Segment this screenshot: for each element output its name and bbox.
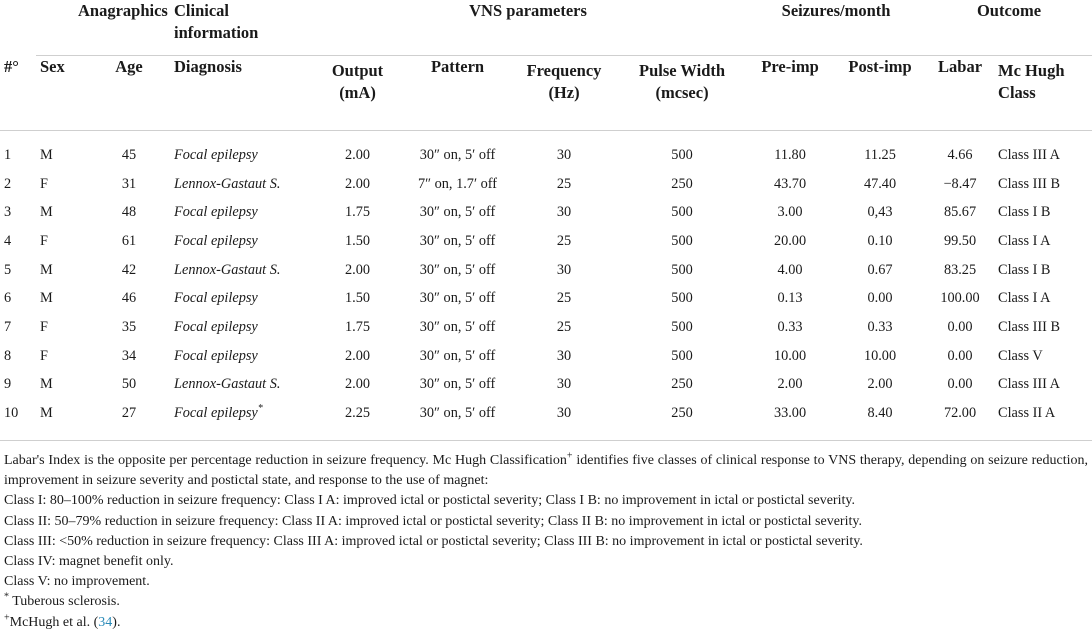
cell-output: 2.00 [345,261,371,278]
cell-output: 2.00 [345,376,371,393]
cell-pre-imp: 3.00 [777,204,803,221]
cell-num: 3 [4,204,12,221]
cell-labar: 0.00 [947,376,973,393]
cell-frequency: 25 [556,232,572,249]
col-header-pattern: Pattern [430,57,485,76]
cell-pulse-width: 500 [671,290,693,307]
cell-pulse-width: 500 [671,347,693,364]
cell-sex: M [40,405,53,422]
cell-output: 2.00 [345,347,371,364]
cell-num: 4 [4,232,12,249]
cell-pulse-width: 250 [671,376,693,393]
cell-labar: 0.00 [947,318,973,335]
cell-output: 1.75 [345,318,371,335]
cell-pulse-width: 500 [671,232,693,249]
diagnosis-footnote-mark: * [257,403,263,415]
table-row [0,342,1092,371]
cell-num: 1 [4,146,12,163]
table-row [0,313,1092,342]
cell-age: 61 [121,232,137,249]
cell-mchugh: Class III A [998,146,1060,163]
cell-num: 2 [4,175,12,192]
col-header-mchugh: Mc Hugh Class [998,61,1065,102]
cell-num: 9 [4,376,12,393]
cell-sex: M [40,376,53,393]
cell-post-imp: 0.67 [867,261,893,278]
cell-pulse-width: 250 [671,175,693,192]
cell-sex: M [40,146,53,163]
group-anagraphics: Anagraphics [36,0,170,56]
cell-mchugh: Class III B [998,318,1060,335]
cell-mchugh: Class I B [998,261,1051,278]
cell-sex: M [40,261,53,278]
cell-sex: F [40,318,48,335]
reference-link[interactable]: 34 [98,614,113,630]
cell-post-imp: 0.10 [867,232,893,249]
cell-labar: 85.67 [943,204,977,221]
table-row [0,256,1092,285]
group-vns-parameters: VNS parameters [310,0,746,56]
cell-frequency: 30 [556,376,572,393]
cell-frequency: 25 [556,318,572,335]
cell-pattern: 30″ on, 5′ off [419,146,496,163]
cell-diagnosis: Lennox-Gastaut S. [174,376,281,393]
cell-mchugh: Class I A [998,232,1051,249]
cell-frequency: 30 [556,347,572,364]
cell-frequency: 30 [556,146,572,163]
col-header-pulse-width: Pulse Width (mcsec) [639,61,726,102]
col-header-diagnosis: Diagnosis [174,57,242,76]
group-header-row [0,0,1092,56]
cell-sex: F [40,175,48,192]
cell-pattern: 30″ on, 5′ off [419,376,496,393]
footnote-intro: Labar's Index is the opposite per percentage reduction in seizure frequency. Mc Hugh Classification+ identifies five classes of clinical response to VNS therapy, depending on seizure reduction, improvement in seizure severity and postictal state, and response to the use of magnet: [4,450,1088,489]
cell-age: 35 [121,318,137,335]
cell-pre-imp: 0.33 [777,318,803,335]
cell-post-imp: 0.33 [867,318,893,335]
cell-age: 45 [121,146,137,163]
cell-sex: M [40,204,53,221]
cell-frequency: 30 [556,405,572,422]
cell-pattern: 30″ on, 5′ off [419,261,496,278]
cell-diagnosis: Focal epilepsy [174,204,258,221]
cell-age: 46 [121,290,137,307]
cell-age: 42 [121,261,137,278]
cell-output: 1.75 [345,204,371,221]
column-header-row [0,56,1092,131]
cell-diagnosis: Lennox-Gastaut S. [174,175,281,192]
cell-output: 1.50 [345,232,371,249]
cell-sex: M [40,290,53,307]
cell-output: 2.00 [345,146,371,163]
cell-age: 34 [121,347,137,364]
cell-diagnosis: Focal epilepsy [174,232,258,249]
cell-diagnosis: Focal epilepsy [174,290,258,307]
cell-mchugh: Class II A [998,405,1056,422]
cell-diagnosis: Focal epilepsy [174,146,258,163]
cell-pulse-width: 500 [671,204,693,221]
cell-pattern: 30″ on, 5′ off [419,405,496,422]
cell-frequency: 30 [556,261,572,278]
col-header-labar: Labar [938,57,983,76]
cell-pulse-width: 500 [671,146,693,163]
cell-diagnosis: Lennox-Gastaut S. [174,261,281,278]
table-row [0,170,1092,199]
col-header-sex: Sex [40,57,65,76]
cell-pre-imp: 43.70 [773,175,807,192]
col-header-pre-imp: Pre-imp [761,57,819,76]
cell-num: 8 [4,347,12,364]
cell-sex: F [40,232,48,249]
cell-pulse-width: 250 [671,405,693,422]
cell-labar: 99.50 [943,232,977,249]
col-header-output: Output (mA) [331,61,384,102]
cell-diagnosis: Focal epilepsy [174,347,258,364]
col-header-age: Age [115,57,143,76]
footnote-class-5: Class V: no improvement. [4,574,150,590]
table-row [0,371,1092,400]
group-outcome: Outcome [926,0,1092,56]
cell-post-imp: 2.00 [867,376,893,393]
cell-frequency: 25 [556,175,572,192]
footnote-class-1: Class I: 80–100% reduction in seizure frequency: Class I A: improved ictal or postictal severity; Class I B: no improvement in ictal or postictal severity. [4,493,855,509]
cell-diagnosis: Focal epilepsy [174,318,258,335]
cell-output: 1.50 [345,290,371,307]
cell-labar: 100.00 [940,290,980,307]
footnote-class-4: Class IV: magnet benefit only. [4,554,174,570]
cell-post-imp: 10.00 [863,347,897,364]
cell-pre-imp: 2.00 [777,376,803,393]
table-row [0,131,1092,170]
table-footnotes [0,440,1092,633]
table-row [0,198,1092,227]
cell-age: 48 [121,204,137,221]
footnote-reference: +McHugh et al. (34). [4,611,121,630]
cell-pattern: 7″ on, 1.7′ off [417,175,498,192]
cell-pattern: 30″ on, 5′ off [419,347,496,364]
footnote-tuberous-sclerosis: * Tuberous sclerosis. [4,591,120,610]
cell-num: 7 [4,318,12,335]
cell-num: 5 [4,261,12,278]
cell-pre-imp: 10.00 [773,347,807,364]
cell-diagnosis: Focal epilepsy* [174,403,263,422]
cell-pre-imp: 11.80 [774,146,806,163]
cell-pulse-width: 500 [671,261,693,278]
cell-labar: 4.66 [947,146,973,163]
cell-pattern: 30″ on, 5′ off [419,318,496,335]
cell-post-imp: 8.40 [867,405,893,422]
cell-frequency: 25 [556,290,572,307]
cell-post-imp: 0.00 [867,290,893,307]
cell-pre-imp: 0.13 [777,290,803,307]
col-header-post-imp: Post-imp [848,57,912,76]
cell-pattern: 30″ on, 5′ off [419,204,496,221]
cell-pre-imp: 4.00 [777,261,803,278]
table-row [0,284,1092,313]
table-row [0,399,1092,428]
group-clinical: Clinical information [170,0,310,56]
cell-labar: −8.47 [943,175,977,192]
cell-labar: 72.00 [943,405,977,422]
cell-labar: 0.00 [947,347,973,364]
col-header-frequency: Frequency (Hz) [526,61,602,102]
cell-num: 6 [4,290,12,307]
cell-age: 31 [121,175,137,192]
footnote-class-2: Class II: 50–79% reduction in seizure frequency: Class II A: improved ictal or postictal severity; Class II B: no improvement in ictal or postictal severity. [4,513,862,529]
cell-labar: 83.25 [943,261,977,278]
cell-post-imp: 47.40 [863,175,897,192]
cell-age: 50 [121,376,137,393]
cell-frequency: 30 [556,204,572,221]
cell-age: 27 [121,405,137,422]
cell-post-imp: 11.25 [864,146,896,163]
table-row [0,227,1092,256]
cell-sex: F [40,347,48,364]
footnote-class-3: Class III: <50% reduction in seizure frequency: Class III A: improved ictal or postictal severity; Class III B: no improvement in ictal or postictal severity. [4,533,863,549]
cell-mchugh: Class I B [998,204,1051,221]
col-header-num: #° [4,56,19,76]
cell-pre-imp: 20.00 [773,232,807,249]
cell-post-imp: 0,43 [867,204,893,221]
cell-pattern: 30″ on, 5′ off [419,290,496,307]
cell-num: 10 [4,405,19,422]
cell-mchugh: Class III A [998,376,1060,393]
cell-mchugh: Class III B [998,175,1060,192]
cell-mchugh: Class I A [998,290,1051,307]
cell-pattern: 30″ on, 5′ off [419,232,496,249]
cell-output: 2.25 [345,405,371,422]
group-seizures: Seizures/month [746,0,926,56]
cell-pre-imp: 33.00 [773,405,807,422]
cell-mchugh: Class V [998,347,1043,364]
cell-output: 2.00 [345,175,371,192]
cell-pulse-width: 500 [671,318,693,335]
